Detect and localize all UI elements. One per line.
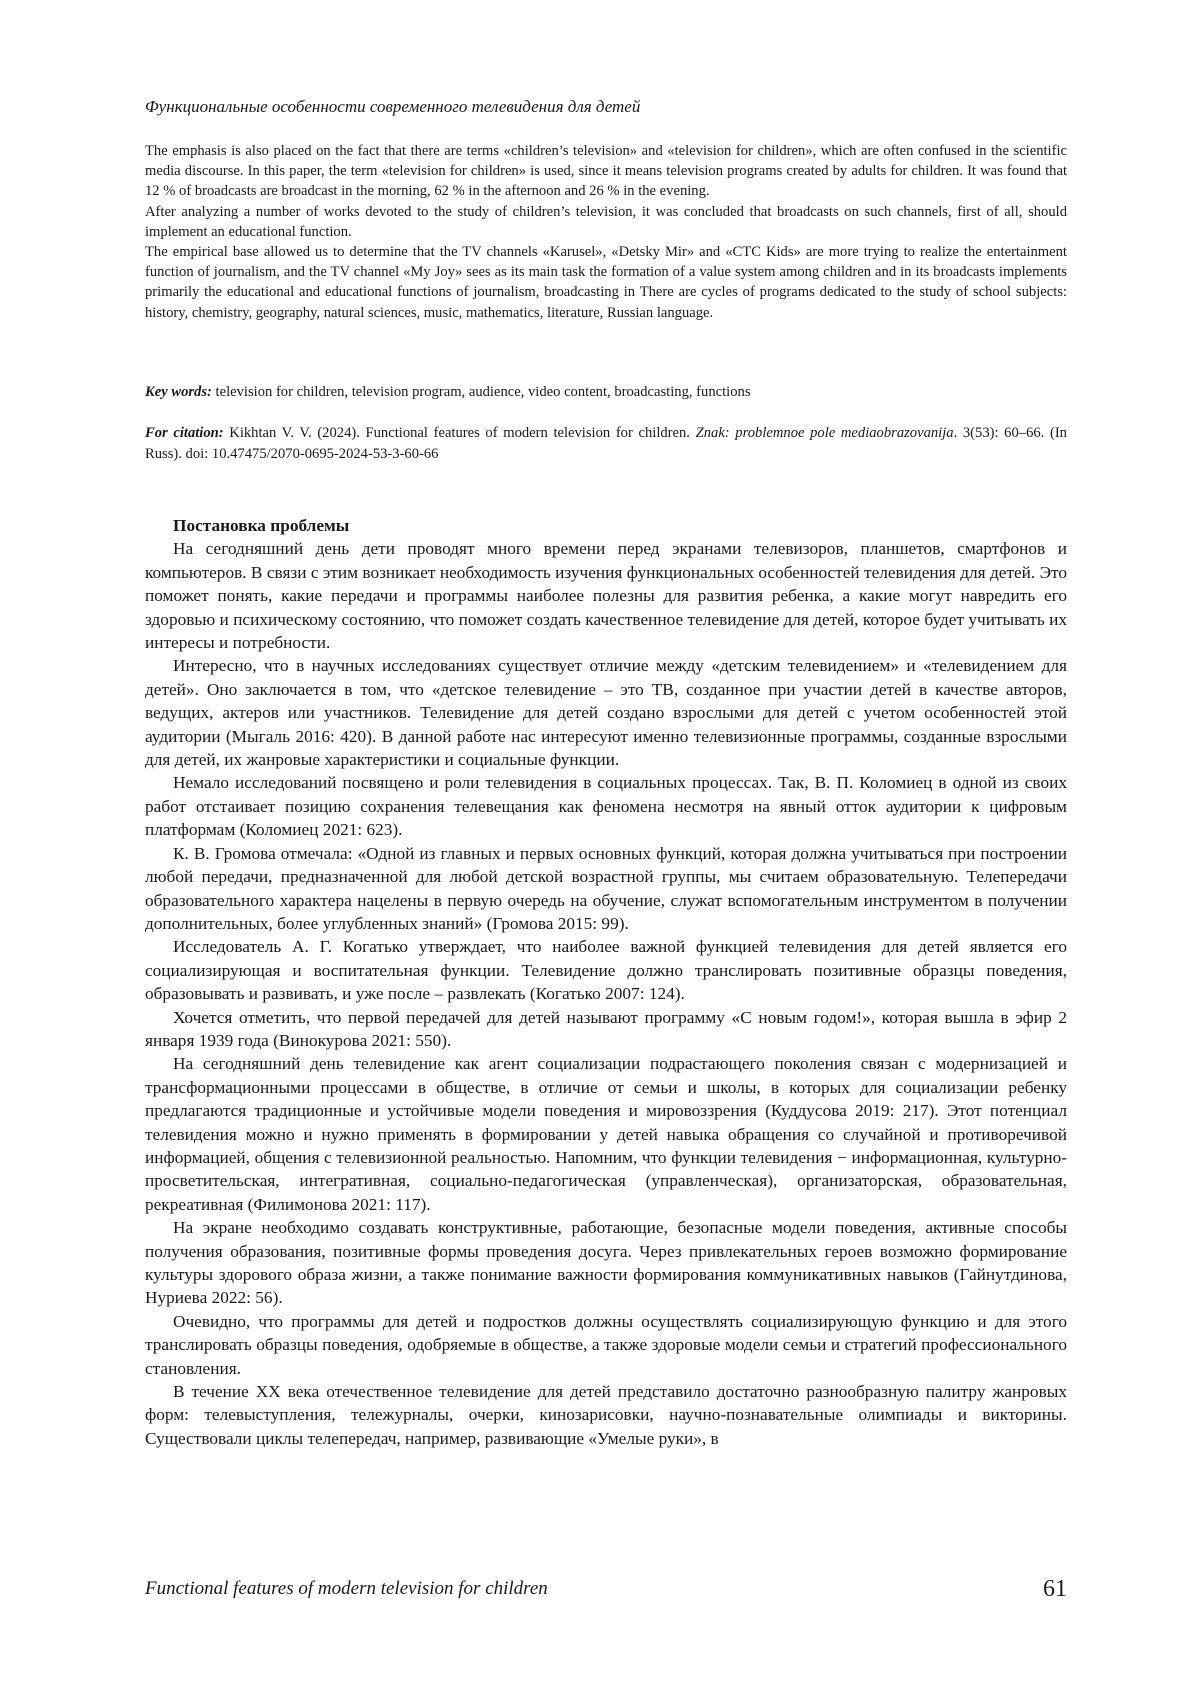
citation-details: . 3(53): 60–66. (In Russ). doi: 10.47475/2070-0695-2024-53-3-60-66: [145, 425, 1067, 462]
footer-title: Functional features of modern television for children: [145, 1578, 548, 1599]
abstract: [145, 141, 1067, 323]
body-paragraph: К. В. Громова отмечала: «Одной из главных и первых основных функций, которая должна учитываться при построении любой передачи, предназначенной для любой детской возрастной группы, мы считаем образовательную. Телепередачи образовательного характера нацелены в первую очередь на обучение, служат вспомогательным инструментом в получении дополнительных, более углубленных знаний» (Громова 2015: 99).: [145, 843, 1067, 933]
article-body: [145, 514, 1067, 1450]
body-paragraph: Исследователь А. Г. Когатько утверждает, что наиболее важной функцией телевидения для детей является его социализирующая и воспитательная функции. Телевидение должно транслировать позитивные образцы поведения, образовывать и развивать, и уже после – развлекать (Когатько 2007: 124).: [145, 937, 1067, 1004]
body-paragraph: Очевидно, что программы для детей и подростков должны осуществлять социализирующую функцию и для этого транслировать образцы поведения, одобряемые в обществе, а также здоровые модели семьи и стратегий профессионального становления.: [145, 1311, 1067, 1378]
body-paragraph: Немало исследований посвящено и роли телевидения в социальных процессах. Так, В. П. Коломиец в одной из своих работ отстаивает позицию сохранения телевещания как феномена несмотря на явный отток аудитории к цифровым платформам (Коломиец 2021: 623).: [145, 773, 1067, 840]
section-heading: Постановка проблемы: [173, 516, 350, 535]
keywords-text: television for children, television program, audience, video content, broadcasting, functions: [215, 384, 751, 400]
citation-journal: Znak: problemnoe pole mediaobrazovanija: [695, 425, 954, 441]
abstract-paragraph: After analyzing a number of works devoted to the study of children’s television, it was concluded that broadcasts on such channels, first of all, should implement an educational function.: [145, 203, 1067, 240]
body-paragraph: На экране необходимо создавать конструктивные, работающие, безопасные модели поведения, активные способы получения образования, позитивные формы проведения досуга. Через привлекательных героев возможно формирование культуры здорового образа жизни, а также понимание важности формирования коммуникативных навыков (Гайнутдинова, Нуриева 2022: 56).: [145, 1218, 1067, 1308]
running-head: Функциональные особенности современного телевидения для детей: [145, 97, 641, 116]
citation: [145, 423, 1067, 464]
body-paragraph: На сегодняшний день дети проводят много времени перед экранами телевизоров, планшетов, смартфонов и компьютеров. В связи с этим возникает необходимость изучения функциональных особенностей телевидения для детей. Это поможет понять, какие передачи и программы наиболее полезны для развития ребенка, а какие могут навредить его здоровью и психическому состоянию, что поможет создать качественное телевидение для детей, которое будет учитывать их интересы и потребности.: [145, 539, 1067, 653]
body-paragraph: В течение XX века отечественное телевидение для детей представило достаточно разнообразную палитру жанровых форм: телевыступления, тележурналы, очерки, кинозарисовки, научно-познавательные олимпиады и викторины. Существовали циклы телепередач, например, развивающие «Умелые руки», в: [145, 1382, 1067, 1448]
body-paragraph: Хочется отметить, что первой передачей для детей называют программу «С новым годом!», которая вышла в эфир 2 января 1939 года (Винокурова 2021: 550).: [145, 1007, 1067, 1050]
citation-label: For citation:: [145, 425, 224, 441]
citation-text: Kikhtan V. V. (2024). Functional features of modern television for children.: [229, 425, 690, 441]
keywords: [145, 382, 1067, 402]
abstract-paragraph: The empirical base allowed us to determine that the TV channels «Karusel», «Detsky Mir» and «CTC Kids» are more trying to realize the entertainment function of journalism, and the TV channel «My Joy» sees as its main task the formation of a value system among children and in its broadcasts implements primarily the educational and educational functions of journalism, broadcasting in There are cycles of programs dedicated to the study of school subjects: history, chemistry, geography, natural sciences, music, mathematics, literature, Russian language.: [145, 244, 1067, 321]
keywords-label: Key words:: [145, 384, 212, 400]
body-paragraph: На сегодняшний день телевидение как агент социализации подрастающего поколения связан с модернизацией и трансформационными процессами в обществе, в отличие от семьи и школы, в которых для социализации ребенку предлагаются традиционные и устойчивые модели поведения и мировоззрения (Куддусова 2019: 217). Этот потенциал телевидения можно и нужно применять в формировании у детей навыка обращения со случайной и противоречивой информацией, общения с телевизионной реальностью. Напомним, что функции телевидения − информационная, культурно-просветительская, интегративная, социально-педагогическая (управленческая), организаторская, образовательная, рекреативная (Филимонова 2021: 117).: [145, 1054, 1067, 1214]
abstract-paragraph: The emphasis is also placed on the fact that there are terms «children’s television» and «television for children», which are often confused in the scientific media discourse. In this paper, the term «television for children» is used, since it means television programs created by adults for children. It was found that 12 % of broadcasts are broadcast in the morning, 62 % in the afternoon and 26 % in the evening.: [145, 143, 1067, 200]
page-number: 61: [1043, 1576, 1067, 1602]
body-paragraph: Интересно, что в научных исследованиях существует отличие между «детским телевидением» и «телевидением для детей». Оно заключается в том, что «детское телевидение – это ТВ, созданное при участии детей в качестве авторов, ведущих, актеров или участников. Телевидение для детей создано взрослыми для детей с учетом особенностей этой аудитории (Мыгаль 2016: 420). В данной работе нас интересуют именно телевизионные программы, созданные взрослыми для детей, их жанровые характеристики и социальные функции.: [145, 656, 1067, 770]
